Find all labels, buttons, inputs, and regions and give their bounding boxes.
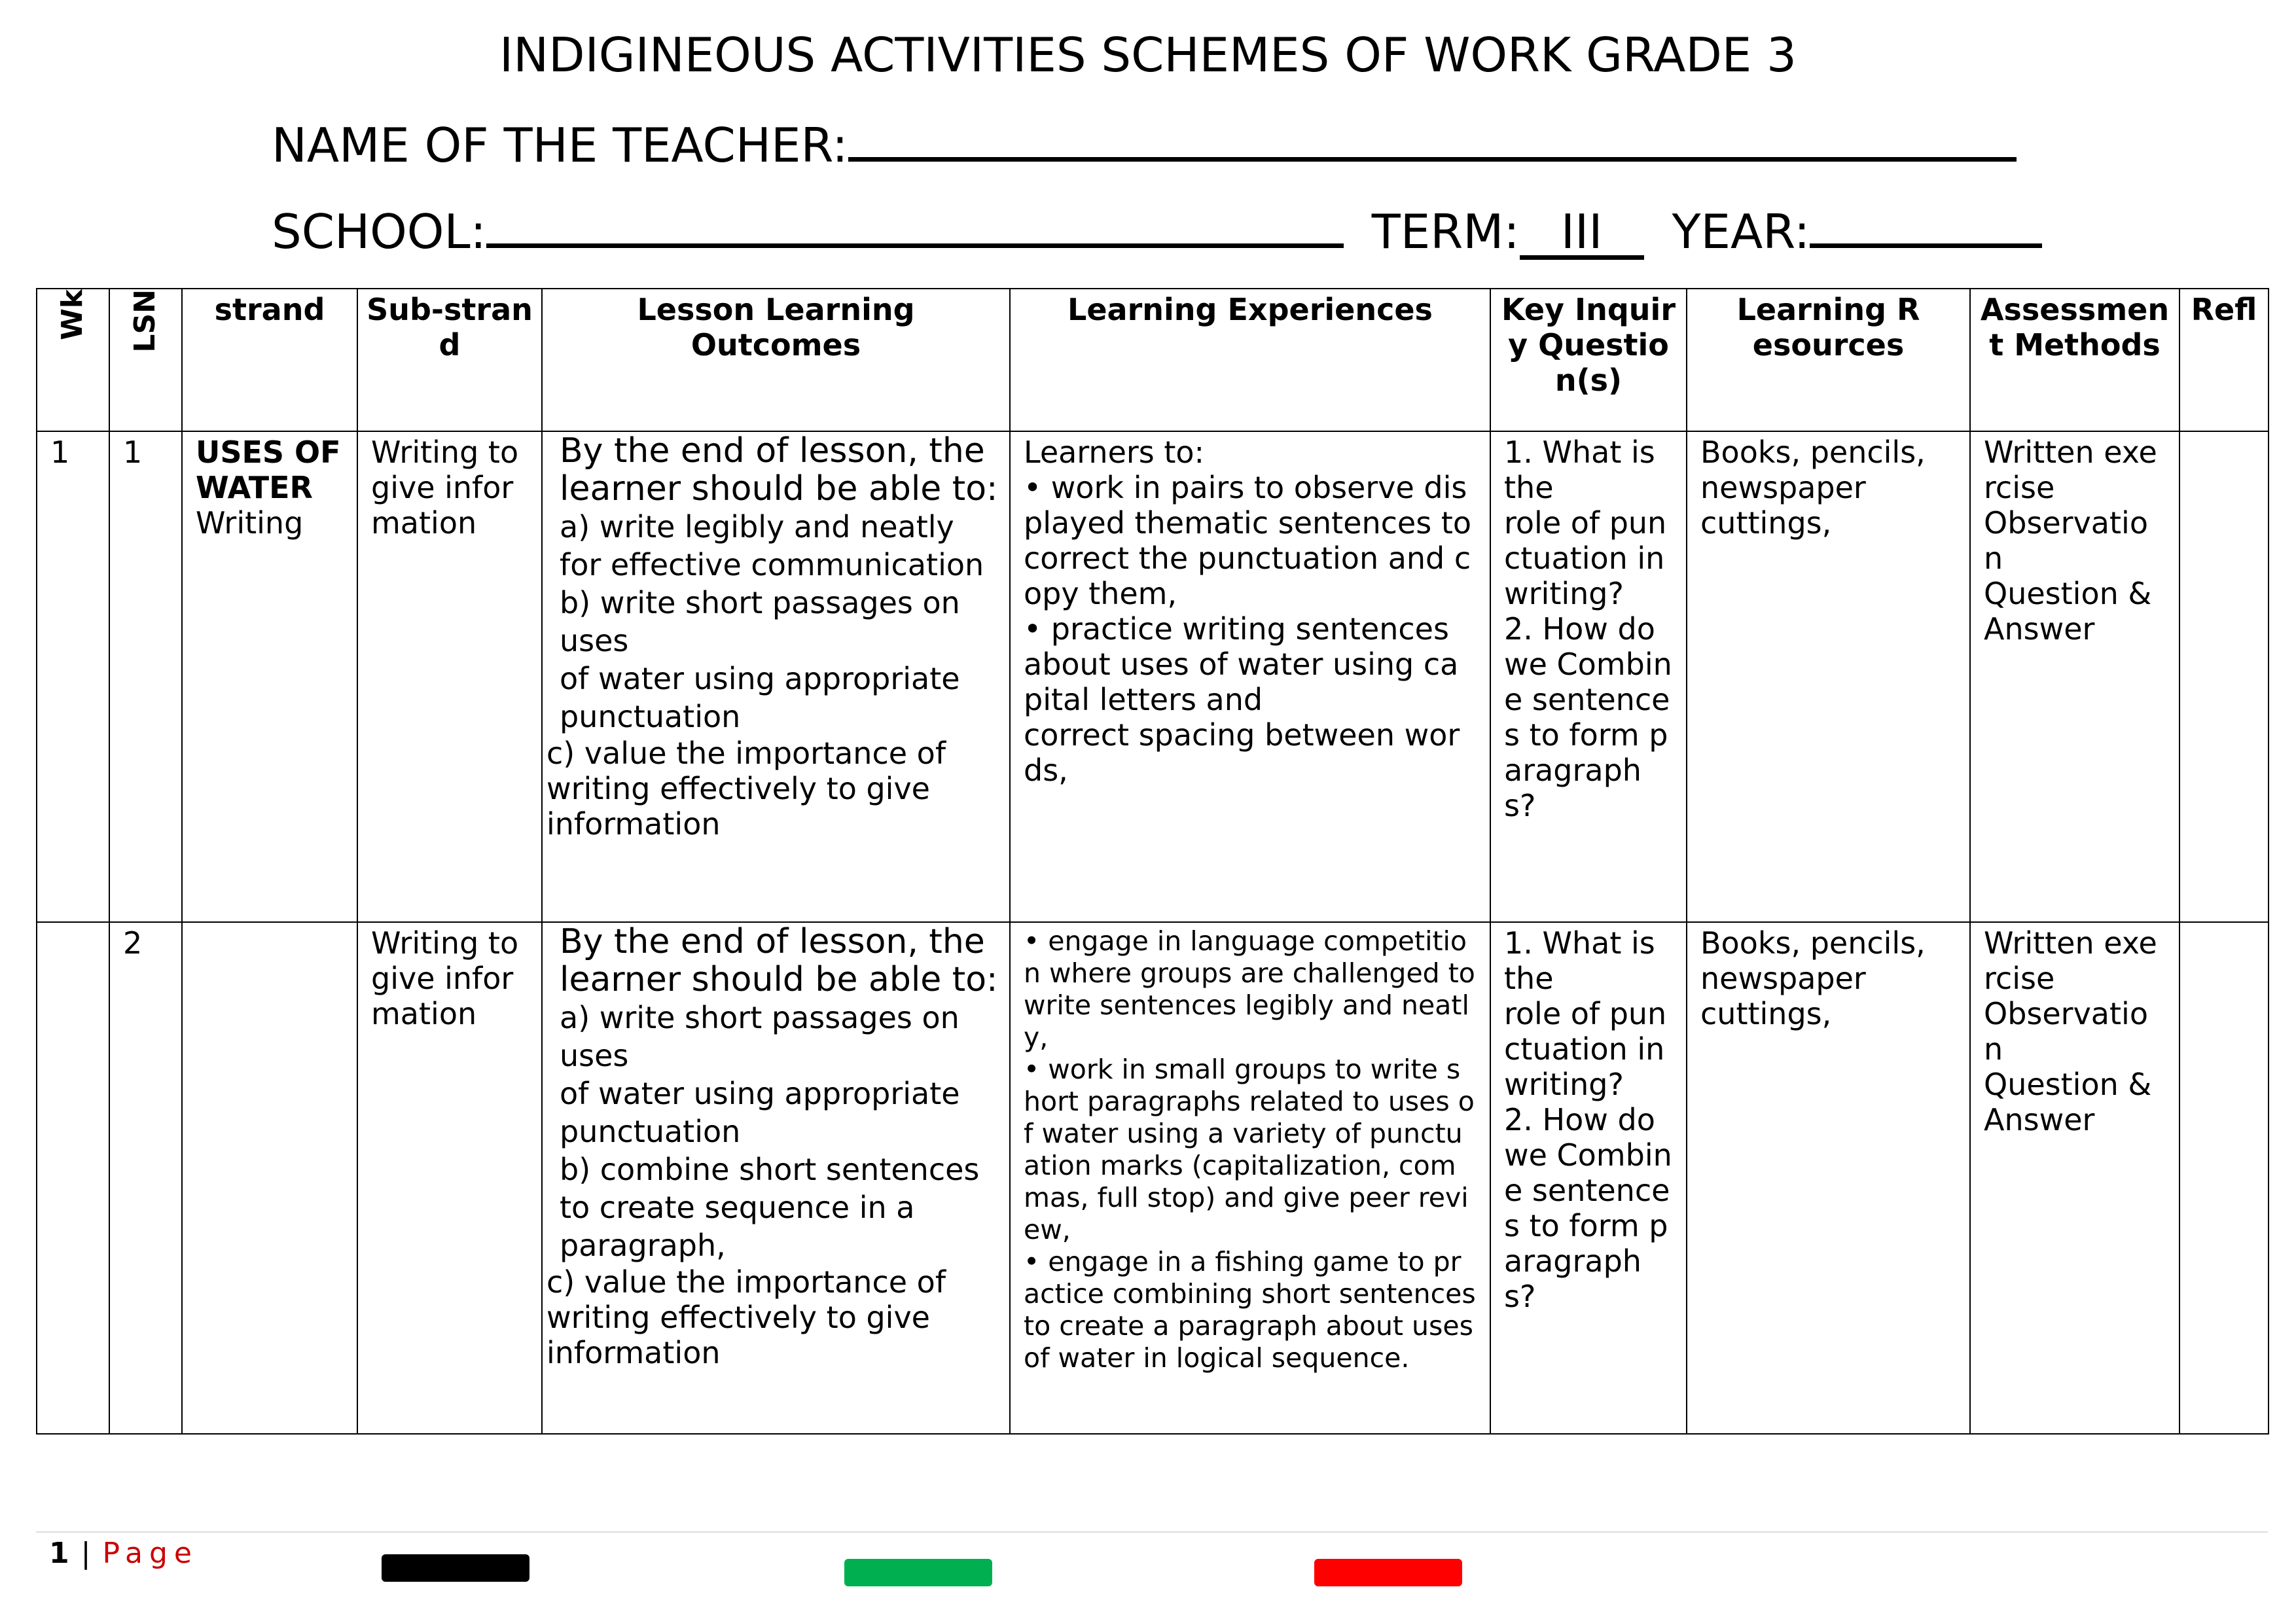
term-label: TERM:: [1371, 204, 1520, 259]
col-header-refl: Refl: [2179, 289, 2269, 431]
experience-line: • work in small groups to write short paragraphs related to uses of water using a variety of punctuation marks (capitalization, commas, full stop) and give peer review,: [1024, 1054, 1475, 1245]
year-field[interactable]: [1810, 203, 2042, 248]
outcome-line: b) combine short sentences to create sequence in a paragraph,: [560, 1152, 980, 1263]
assessment-line: Written exercise: [1984, 925, 2157, 996]
cell-experiences: [1010, 431, 1490, 922]
inquiry-line: role of punctuation in writing?: [1504, 505, 1667, 611]
cell-lsn: 2: [109, 922, 182, 1434]
col-header-outcomes: Lesson Learning Outcomes: [542, 289, 1010, 431]
outcome-line: By the end of lesson, the learner should be able to:: [560, 431, 998, 508]
outcome-line: of water using appropriate punctuation: [560, 661, 960, 734]
assessment-line: Question & Answer: [1984, 576, 2152, 647]
outcome-line: a) write legibly and neatly for effective communication: [560, 509, 984, 582]
strand-title: USES OF WATER: [196, 435, 341, 505]
school-line: [272, 203, 2042, 260]
assessment-line: Question & Answer: [1984, 1067, 2152, 1137]
outcome-line: a) write short passages on uses: [560, 1000, 960, 1073]
cell-assessment: [1970, 431, 2179, 922]
table-row: [37, 922, 2269, 1434]
green-color-bar: [844, 1559, 992, 1586]
inquiry-line: role of punctuation in writing?: [1504, 996, 1667, 1102]
teacher-name-field[interactable]: [848, 116, 2017, 162]
cell-outcomes: [542, 922, 1010, 1434]
cell-lsn: 1: [109, 431, 182, 922]
col-header-assessment: Assessment Methods: [1970, 289, 2179, 431]
outcome-line: b) write short passages on uses: [560, 585, 960, 658]
experience-line: correct spacing between words,: [1024, 717, 1460, 788]
teacher-line: [272, 116, 2017, 173]
table-header-row: [37, 289, 2269, 431]
col-header-strand: strand: [182, 289, 357, 431]
cell-strand: [182, 922, 357, 1434]
inquiry-line: 2. How do we Combine sentences to form paragraphs?: [1504, 1102, 1672, 1314]
footer-separator: |: [81, 1537, 92, 1570]
cell-refl[interactable]: [2179, 922, 2269, 1434]
page-title: INDIGINEOUS ACTIVITIES SCHEMES OF WORK GRADE 3: [499, 27, 1797, 82]
experience-line: Learners to:: [1024, 435, 1205, 470]
experience-line: • engage in a fishing game to practice combining short sentences to create a paragraph about uses of water in logical sequence.: [1024, 1246, 1476, 1374]
col-header-experiences: Learning Experiences: [1010, 289, 1490, 431]
inquiry-line: 1. What is the: [1504, 435, 1655, 505]
cell-resources: Books, pencils, newspaper cuttings,: [1687, 431, 1970, 922]
year-label: YEAR:: [1672, 204, 1810, 259]
cell-resources: Books, pencils, newspaper cuttings,: [1687, 922, 1970, 1434]
footer-divider: [36, 1531, 2268, 1533]
school-name-field[interactable]: [486, 203, 1344, 248]
page-footer: [49, 1537, 198, 1570]
cell-inquiry: [1490, 922, 1687, 1434]
black-color-bar: [382, 1554, 529, 1582]
cell-experiences: [1010, 922, 1490, 1434]
cell-inquiry: [1490, 431, 1687, 922]
scheme-of-work-table: [36, 288, 2269, 1435]
page-number: 1: [49, 1537, 71, 1570]
col-header-resources: Learning Resources: [1687, 289, 1970, 431]
cell-assessment: [1970, 922, 2179, 1434]
experience-line: • engage in language competition where groups are challenged to write sentences legibly and neatly,: [1024, 925, 1475, 1053]
col-header-wk: Wk: [37, 289, 109, 431]
col-header-lsn: LSN: [109, 289, 182, 431]
cell-sub-strand: Writing to give information: [357, 431, 542, 922]
inquiry-line: 2. How do we Combine sentences to form paragraphs?: [1504, 611, 1672, 823]
experience-line: • practice writing sentences about uses of water using capital letters and: [1024, 611, 1459, 717]
red-color-bar: [1314, 1559, 1462, 1586]
col-header-inquiry: Key Inquiry Question(s): [1490, 289, 1687, 431]
inquiry-line: 1. What is the: [1504, 925, 1655, 996]
strand-sub: Writing: [196, 505, 304, 541]
cell-refl[interactable]: [2179, 431, 2269, 922]
cell-outcomes: [542, 431, 1010, 922]
outcome-line: of water using appropriate punctuation: [560, 1076, 960, 1149]
page-label: Page: [102, 1537, 198, 1570]
col-header-sub-strand: Sub-strand: [357, 289, 542, 431]
cell-wk: [37, 922, 109, 1434]
cell-strand: [182, 431, 357, 922]
cell-wk: 1: [37, 431, 109, 922]
school-label: SCHOOL:: [272, 204, 486, 259]
cell-sub-strand: Writing to give information: [357, 922, 542, 1434]
assessment-line: Observation: [1984, 505, 2148, 576]
assessment-line: Written exercise: [1984, 435, 2157, 505]
experience-line: • work in pairs to observe displayed thematic sentences to correct the punctuation and copy them,: [1024, 470, 1472, 611]
outcome-line: c) value the importance of writing effectively to give information: [547, 736, 946, 842]
term-value[interactable]: III: [1520, 208, 1644, 260]
assessment-line: Observation: [1984, 996, 2148, 1067]
outcome-line: By the end of lesson, the learner should be able to:: [560, 922, 998, 999]
outcome-line: c) value the importance of writing effectively to give information: [547, 1264, 946, 1370]
teacher-label: NAME OF THE TEACHER:: [272, 118, 848, 173]
table-row: [37, 431, 2269, 922]
